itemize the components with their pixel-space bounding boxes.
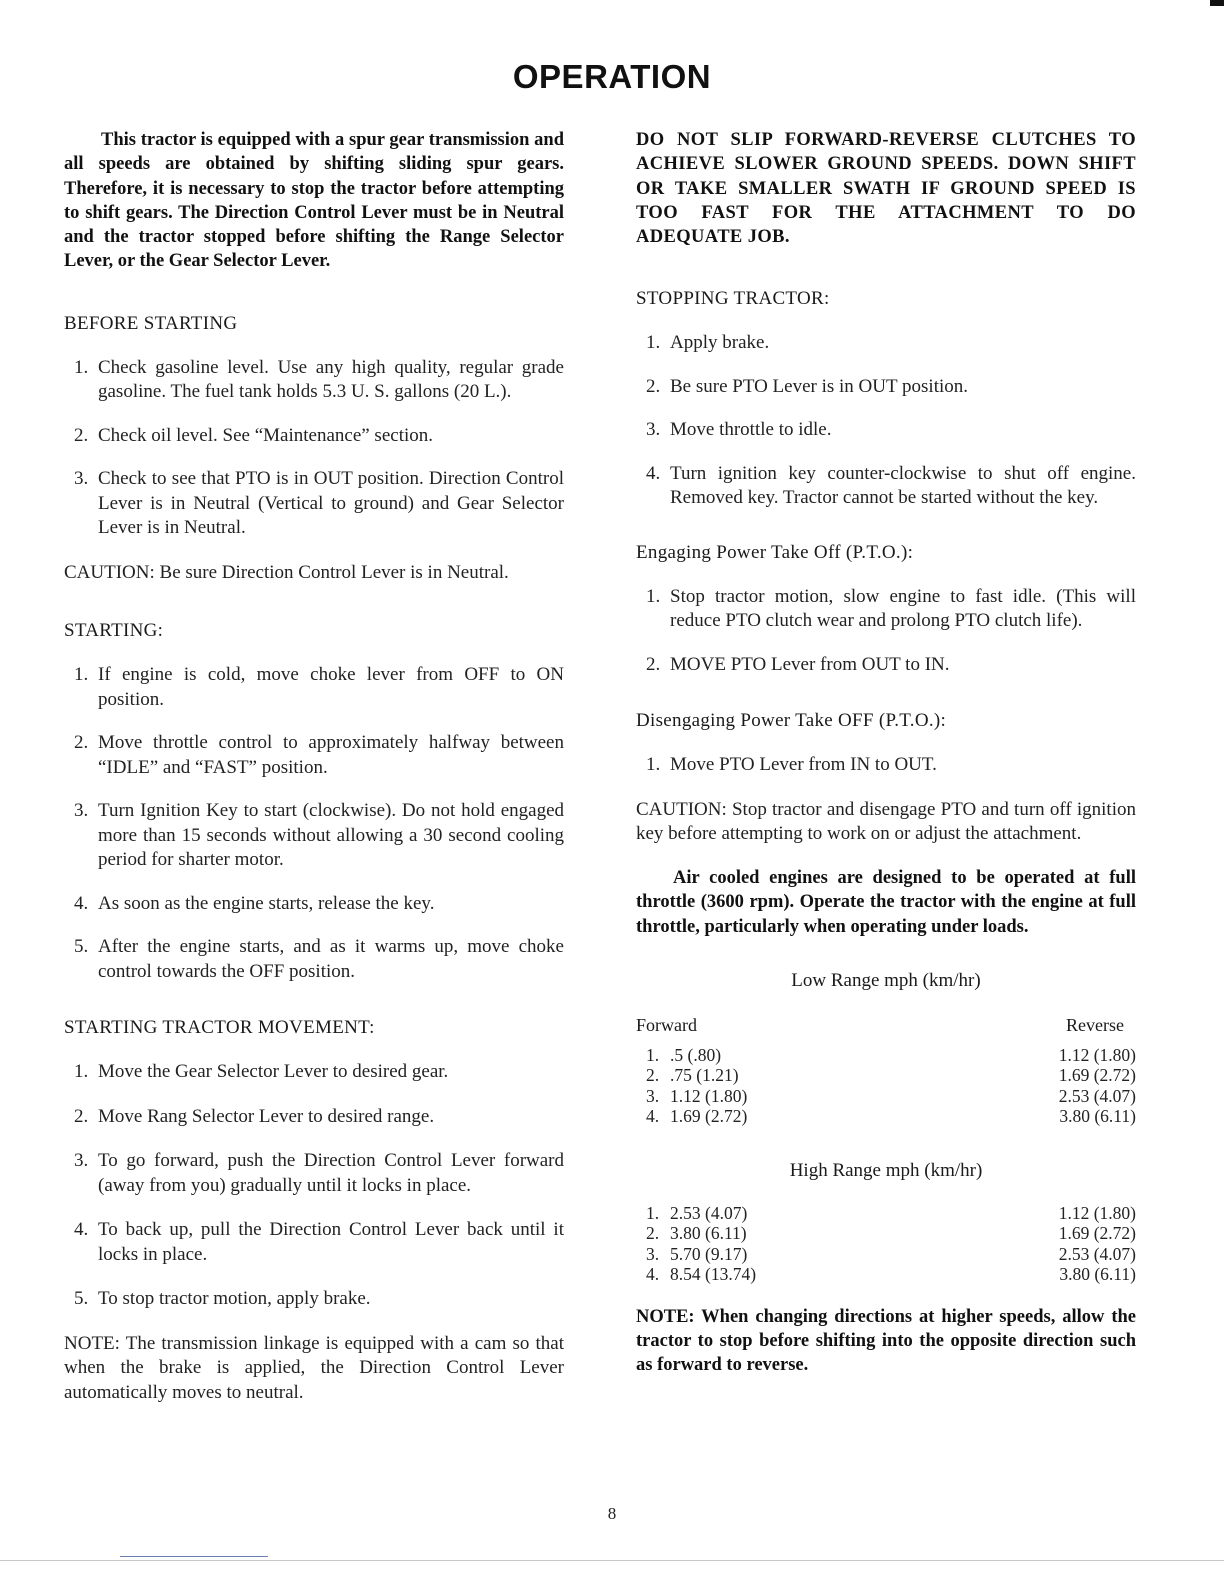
air-cooled-note: Air cooled engines are designed to be operated at full throttle (3600 rpm). Operate the tractor with the engine at full throttle, particularly when operating under loads. <box>636 867 1136 937</box>
table-row: 4. 1.69 (2.72) 3.80 (6.11) <box>646 1106 1136 1127</box>
caution-neutral: CAUTION: Be sure Direction Control Lever is in Neutral. <box>64 561 509 583</box>
table-row: 4. 8.54 (13.74) 3.80 (6.11) <box>646 1264 1136 1285</box>
speed-table-header <box>636 1013 1136 1037</box>
tractor-movement-list <box>64 1060 564 1312</box>
low-range-caption: Low Range mph (km/hr) <box>791 969 981 991</box>
list-item: 5. After the engine starts, and as it warms up, move choke control towards the OFF position. <box>74 936 564 982</box>
scan-corner-mark <box>1210 0 1224 6</box>
table-row: 2. .75 (1.21) 1.69 (2.72) <box>646 1065 1136 1086</box>
list-item: 2. Move throttle control to approximately halfway between “IDLE” and “FAST” position. <box>74 732 564 778</box>
list-item: 5. To stop tractor motion, apply brake. <box>74 1288 371 1310</box>
engaging-pto-list <box>636 585 1136 678</box>
table-row: 3. 1.12 (1.80) 2.53 (4.07) <box>646 1085 1136 1106</box>
disengaging-pto-list <box>636 753 1136 778</box>
before-starting-heading: BEFORE STARTING <box>64 312 238 334</box>
table-row: 3. 5.70 (9.17) 2.53 (4.07) <box>646 1243 1136 1264</box>
clutch-warning: DO NOT SLIP FORWARD-REVERSE CLUTCHES TO ACHIEVE SLOWER GROUND SPEEDS. DOWN SHIFT OR TAKE SMALLER SWATH IF GROUND SPEED IS TOO FAST FOR THE ATTACHMENT TO DO ADEQUATE JOB. <box>636 130 1136 248</box>
table-row: 1. .5 (.80) 1.12 (1.80) <box>646 1044 1136 1065</box>
list-item: 2. MOVE PTO Lever from OUT to IN. <box>646 653 950 675</box>
list-item: 1. If engine is cold, move choke lever from OFF to ON position. <box>74 664 564 710</box>
page-number: 8 <box>607 1504 617 1523</box>
intro-paragraph: This tractor is equipped with a spur gear transmission and all speeds are obtained by shifting sliding spur gears. Therefore, it is necessary to stop the tractor before attempting to shift gears. The Direction Control Lever must be in Neutral and the tractor stopped before shifting the Range Selector Lever, or the Gear Selector Lever. <box>64 130 564 272</box>
footer-rule <box>0 1560 1224 1561</box>
list-item: 3. Check to see that PTO is in OUT position. Direction Control Lever is in Neutral (Vertical to ground) and Gear Selector Lever is in Neutral. <box>74 468 564 539</box>
list-item: 2. Be sure PTO Lever is in OUT position. <box>646 375 968 397</box>
stopping-heading: STOPPING TRACTOR: <box>636 288 830 310</box>
stopping-list <box>636 331 1136 511</box>
list-item: 3. Turn Ignition Key to start (clockwise). Do not hold engaged more than 15 seconds without allowing a 30 second cooling period for sharter motor. <box>74 800 564 871</box>
table-row: 1. 2.53 (4.07) 1.12 (1.80) <box>646 1202 1136 1223</box>
transmission-note: NOTE: The transmission linkage is equipped with a cam so that when the brake is applied, the Direction Control Lever automatically moves to neutral. <box>64 1332 564 1403</box>
list-item: 1. Check gasoline level. Use any high quality, regular grade gasoline. The fuel tank holds 5.3 U. S. gallons (20 L.). <box>74 356 564 403</box>
list-item: 1. Move PTO Lever from IN to OUT. <box>646 754 937 776</box>
forward-label: Forward <box>636 1014 697 1035</box>
list-item: 3. To go forward, push the Direction Control Lever forward (away from you) gradually until it locks in place. <box>74 1150 564 1196</box>
list-item: 2. Check oil level. See “Maintenance” section. <box>74 424 434 446</box>
high-range-caption: High Range mph (km/hr) <box>789 1159 983 1181</box>
low-range-table <box>636 1045 1136 1127</box>
direction-change-note: NOTE: When changing directions at higher speeds, allow the tractor to stop before shifting into the opposite direction such as forward to reverse. <box>636 1306 1136 1376</box>
table-row: 2. 3.80 (6.11) 1.69 (2.72) <box>646 1223 1136 1244</box>
engaging-pto-heading: Engaging Power Take Off (P.T.O.): <box>636 541 914 563</box>
list-item: 4. Turn ignition key counter-clockwise to shut off engine. Removed key. Tractor cannot be started without the key. <box>646 462 1136 509</box>
list-item: 1. Move the Gear Selector Lever to desired gear. <box>74 1061 449 1083</box>
list-item: 2. Move Rang Selector Lever to desired range. <box>74 1105 435 1127</box>
page-title: OPERATION <box>512 58 712 95</box>
list-item: 3. Move throttle to idle. <box>646 419 832 441</box>
starting-list <box>64 663 564 984</box>
high-range-table <box>636 1203 1136 1285</box>
starting-heading: STARTING: <box>64 620 164 642</box>
tractor-movement-heading: STARTING TRACTOR MOVEMENT: <box>64 1017 375 1039</box>
list-item: 1. Apply brake. <box>646 332 770 354</box>
before-starting-list <box>64 356 564 541</box>
left-column <box>64 128 564 1405</box>
caution-pto: CAUTION: Stop tractor and disengage PTO and turn off ignition key before attempting to work on or adjust the attachment. <box>636 798 1136 845</box>
list-item: 4. As soon as the engine starts, release the key. <box>74 892 435 914</box>
list-item: 4. To back up, pull the Direction Control Lever back until it locks in place. <box>74 1219 564 1265</box>
reverse-label: Reverse <box>1066 1014 1124 1035</box>
right-column <box>636 128 1136 1378</box>
disengaging-pto-heading: Disengaging Power Take OFF (P.T.O.): <box>636 710 947 732</box>
footer-rule-accent <box>120 1556 268 1557</box>
list-item: 1. Stop tractor motion, slow engine to fast idle. (This will reduce PTO clutch wear and prolong PTO clutch life). <box>646 585 1136 632</box>
